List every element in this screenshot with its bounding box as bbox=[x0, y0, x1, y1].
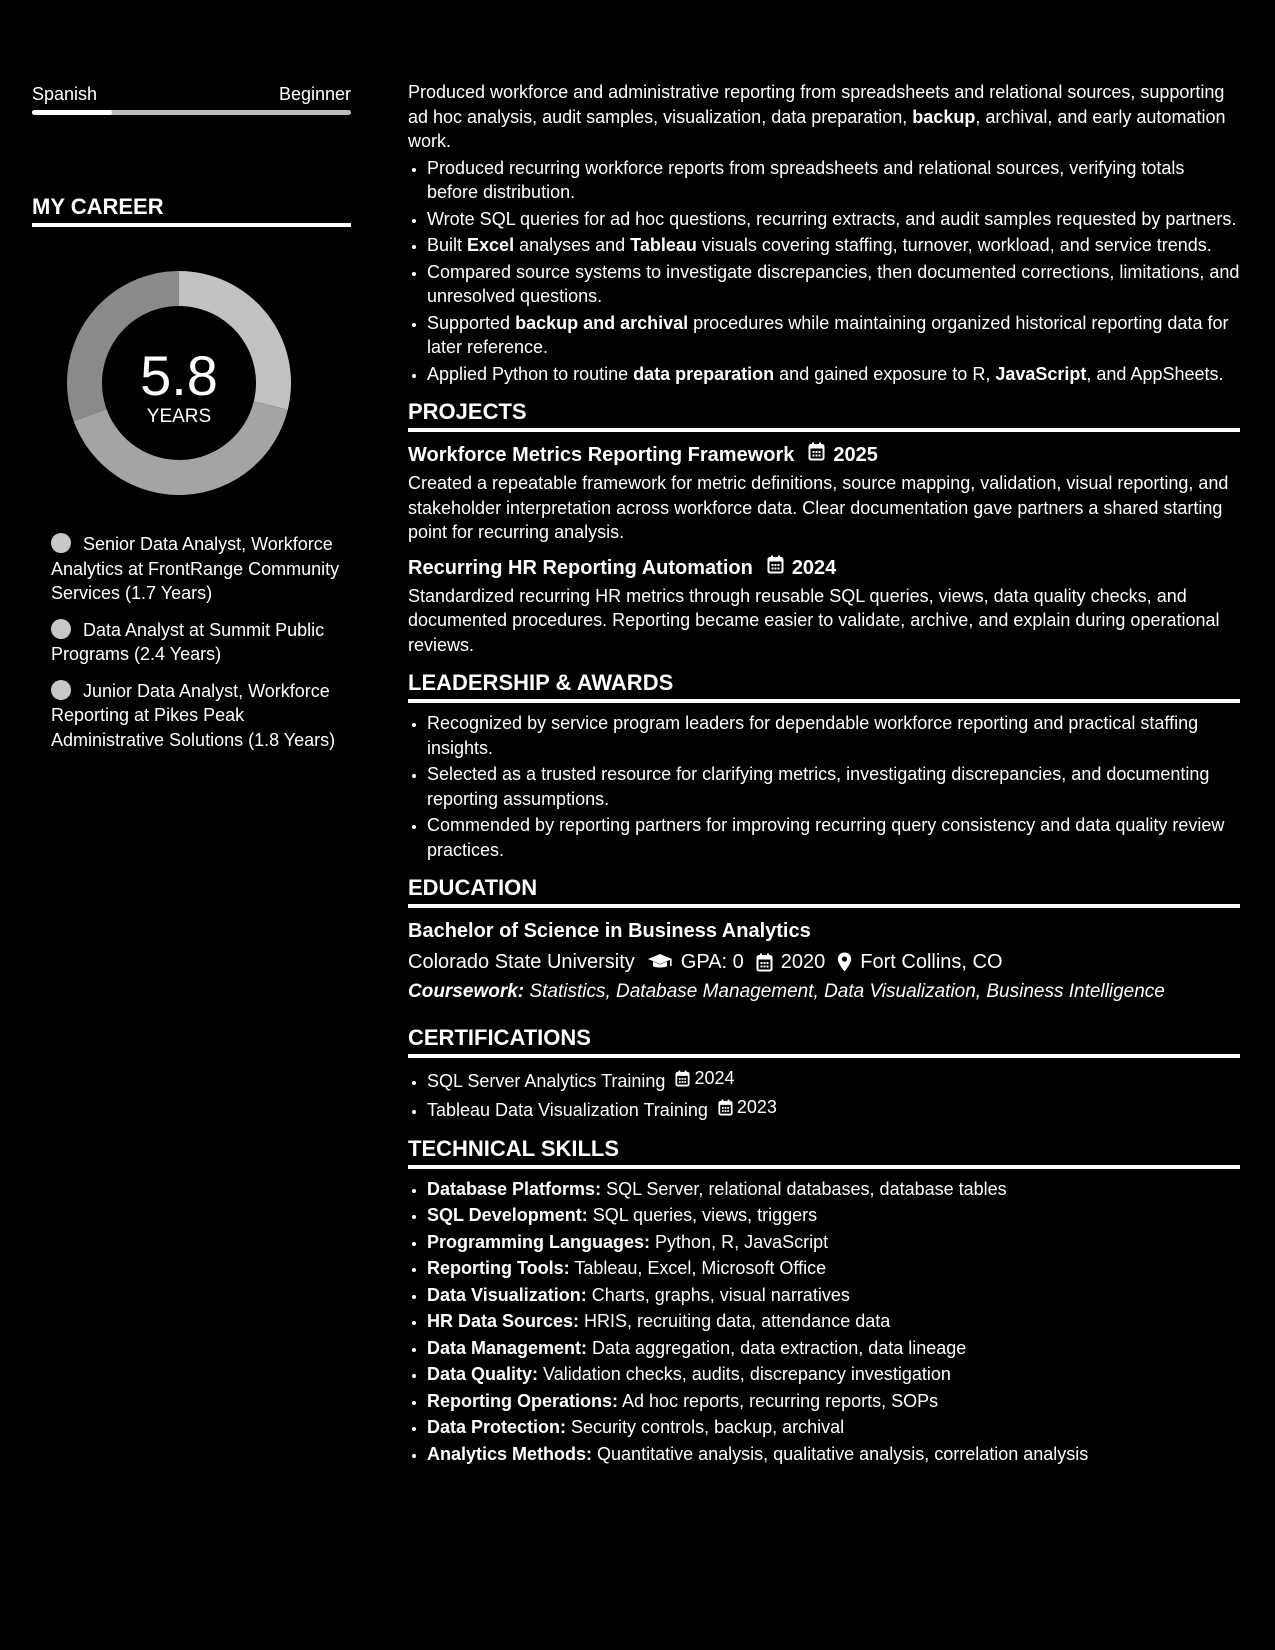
skill-value: Security controls, backup, archival bbox=[566, 1417, 845, 1437]
skill-item bbox=[427, 1283, 1240, 1308]
summary-text: Produced workforce and administrative reporting from spreadsheets and relational sources, supporting ad hoc analysis, audit samples, visualization, data preparation, bbox=[408, 82, 1225, 127]
certification-date bbox=[675, 1066, 734, 1091]
certification-item bbox=[427, 1066, 1240, 1093]
education-coursework bbox=[408, 978, 1240, 1006]
skill-value: Tableau, Excel, Microsoft Office bbox=[569, 1258, 827, 1278]
skill-label: Data Management: bbox=[427, 1337, 588, 1358]
skill-value: SQL queries, views, triggers bbox=[587, 1205, 818, 1225]
experience-bullets bbox=[408, 156, 1240, 387]
education-gpa: GPA: 0 bbox=[680, 951, 744, 973]
bullet-dot-icon bbox=[51, 619, 71, 639]
certifications-list bbox=[408, 1066, 1240, 1123]
certification-date bbox=[718, 1095, 777, 1120]
skill-value: HRIS, recruiting data, attendance data bbox=[579, 1311, 891, 1331]
project-year: 2024 bbox=[791, 556, 837, 579]
career-heading: MY CAREER bbox=[32, 193, 351, 227]
skill-item bbox=[427, 1389, 1240, 1414]
bullet-keyword: backup and archival bbox=[515, 312, 689, 333]
bullet-keyword: Tableau bbox=[630, 235, 697, 255]
education-year: 2020 bbox=[780, 951, 826, 973]
projects-title: PROJECTS bbox=[408, 398, 1240, 432]
skill-item bbox=[427, 1203, 1240, 1228]
calendar-icon bbox=[756, 953, 773, 972]
experience-bullet: • Produced recurring workforce reports from spreadsheets and relational sources, verifying totals before distribution. bbox=[427, 156, 1240, 205]
coursework-list: Statistics, Database Management, Data Visualization, Business Intelligence bbox=[524, 981, 1165, 1002]
skill-label: SQL Development: bbox=[427, 1205, 588, 1225]
language-row bbox=[32, 80, 351, 108]
experience-bullet bbox=[427, 233, 1240, 258]
skill-label: Reporting Tools: bbox=[427, 1258, 570, 1278]
skill-value: SQL Server, relational databases, database tables bbox=[601, 1178, 1007, 1199]
skill-item bbox=[427, 1256, 1240, 1281]
certification-year: 2023 bbox=[736, 1097, 777, 1118]
total-years-value: 5.8 bbox=[140, 344, 218, 407]
sidebar bbox=[32, 80, 351, 764]
leadership-item: • Selected as a trusted resource for clarifying metrics, investigating discrepancies, and documenting reporting assumptions. bbox=[427, 762, 1240, 811]
donut-center bbox=[66, 270, 292, 496]
career-item-text: Data Analyst at Summit Public Programs (2.4 Years) bbox=[51, 619, 325, 664]
bullet-dot-icon bbox=[51, 533, 71, 553]
education-meta bbox=[408, 947, 1240, 977]
location-pin-icon bbox=[837, 952, 852, 972]
leadership-item: • Recognized by service program leaders for dependable workforce reporting and practical staffing insights. bbox=[427, 711, 1240, 760]
education-location: Fort Collins, CO bbox=[860, 951, 1003, 973]
skill-item bbox=[427, 1442, 1240, 1467]
skill-item bbox=[427, 1336, 1240, 1361]
bullet-keyword: Excel bbox=[467, 235, 515, 255]
experience-summary bbox=[408, 80, 1240, 154]
experience-bullet: • Wrote SQL queries for ad hoc questions, recurring extracts, and audit samples requested by partners. bbox=[427, 207, 1240, 232]
education-school: Colorado State University bbox=[408, 951, 635, 973]
project-item bbox=[408, 442, 1240, 545]
skill-item bbox=[427, 1230, 1240, 1255]
project-header bbox=[408, 555, 1240, 581]
language-name: Spanish bbox=[32, 84, 98, 104]
project-item bbox=[408, 555, 1240, 658]
education-degree: Bachelor of Science in Business Analytics bbox=[408, 920, 811, 942]
bullet-text: procedures while maintaining organized historical reporting data for later reference. bbox=[427, 312, 1229, 357]
certification-name: Tableau Data Visualization Training bbox=[427, 1100, 708, 1120]
skill-item bbox=[427, 1362, 1240, 1387]
project-header bbox=[408, 442, 1240, 468]
bullet-keyword: data preparation bbox=[633, 363, 775, 384]
skills-list bbox=[408, 1177, 1240, 1467]
skill-label: Database Platforms: bbox=[427, 1178, 602, 1199]
project-name: Recurring HR Reporting Automation bbox=[408, 556, 753, 579]
skill-label: Data Quality: bbox=[427, 1364, 539, 1384]
bullet-text: Built bbox=[427, 235, 468, 255]
career-item-text: Junior Data Analyst, Workforce Reporting at Pikes Peak Administrative Solutions (1.8 Years) bbox=[51, 680, 336, 750]
calendar-icon bbox=[675, 1070, 690, 1087]
summary-text: , archival, and early automation work. bbox=[408, 106, 1226, 151]
career-item bbox=[51, 618, 351, 667]
project-year: 2025 bbox=[833, 444, 878, 466]
coursework-label: Coursework: bbox=[408, 981, 525, 1002]
language-level-bar bbox=[32, 110, 351, 115]
certification-item bbox=[427, 1095, 1240, 1122]
bullet-dot-icon bbox=[51, 680, 71, 700]
certification-year: 2024 bbox=[694, 1068, 735, 1088]
bullet-text: Applied Python to routine bbox=[427, 363, 634, 384]
bullet-text: , and AppSheets. bbox=[1086, 363, 1224, 384]
leadership-list bbox=[408, 711, 1240, 862]
skill-value: Python, R, JavaScript bbox=[650, 1231, 829, 1252]
project-description: Created a repeatable framework for metric definitions, source mapping, validation, visual reporting, and stakeholder interpretation across workforce data. Clear documentation gave partners a shared starting point for recurring analysis. bbox=[408, 473, 1229, 542]
skill-item bbox=[427, 1415, 1240, 1440]
leadership-item: • Commended by reporting partners for improving recurring query consistency and data quality review practices. bbox=[427, 813, 1240, 862]
skill-label: Reporting Operations: bbox=[427, 1390, 619, 1411]
skill-label: Programming Languages: bbox=[427, 1231, 651, 1252]
skill-item bbox=[427, 1177, 1240, 1202]
skill-label: HR Data Sources: bbox=[427, 1311, 580, 1331]
bullet-keyword: JavaScript bbox=[995, 363, 1087, 384]
education-title: EDUCATION bbox=[408, 874, 1240, 908]
skill-label: Analytics Methods: bbox=[427, 1443, 593, 1464]
certification-name: SQL Server Analytics Training bbox=[427, 1070, 666, 1091]
career-item bbox=[51, 679, 351, 753]
bullet-text: and gained exposure to R, bbox=[774, 363, 996, 384]
bullet-text: Supported bbox=[427, 312, 516, 333]
bullet-text: analyses and bbox=[514, 235, 631, 255]
career-donut-chart bbox=[66, 270, 292, 496]
project-description: Standardized recurring HR metrics through reusable SQL queries, views, data quality checks, and documented procedures. Reporting became easier to validate, archive, and explain during operational reviews. bbox=[408, 585, 1220, 655]
calendar-icon bbox=[767, 555, 784, 581]
calendar-icon bbox=[808, 442, 825, 468]
project-name: Workforce Metrics Reporting Framework bbox=[408, 444, 795, 466]
experience-bullet: • Compared source systems to investigate discrepancies, then documented corrections, limitations, and unresolved questions. bbox=[427, 260, 1240, 309]
career-item-text: Senior Data Analyst, Workforce Analytics at FrontRange Community Services (1.7 Years) bbox=[51, 534, 340, 603]
skill-value: Data aggregation, data extraction, data lineage bbox=[587, 1337, 967, 1358]
skill-value: Quantitative analysis, qualitative analysis, correlation analysis bbox=[592, 1443, 1089, 1464]
language-level: Beginner bbox=[278, 84, 351, 104]
main-content bbox=[408, 80, 1240, 1468]
career-list bbox=[32, 532, 351, 752]
career-item bbox=[51, 532, 351, 606]
skill-label: Data Visualization: bbox=[427, 1284, 587, 1305]
summary-keyword: backup bbox=[912, 106, 976, 127]
skill-label: Data Protection: bbox=[427, 1417, 567, 1437]
calendar-icon bbox=[718, 1099, 733, 1116]
language-level-fill bbox=[32, 110, 112, 115]
total-years-unit: YEARS bbox=[146, 406, 212, 427]
skill-value: Charts, graphs, visual narratives bbox=[586, 1284, 850, 1305]
certifications-title: CERTIFICATIONS bbox=[408, 1024, 1240, 1058]
experience-bullet bbox=[427, 362, 1240, 387]
bullet-text: visuals covering staffing, turnover, workload, and service trends. bbox=[696, 235, 1212, 255]
skill-item bbox=[427, 1309, 1240, 1334]
skill-value: Ad hoc reports, recurring reports, SOPs bbox=[618, 1390, 939, 1411]
skills-title: TECHNICAL SKILLS bbox=[408, 1135, 1240, 1169]
graduation-cap-icon bbox=[647, 953, 673, 971]
leadership-title: LEADERSHIP & AWARDS bbox=[408, 669, 1240, 703]
skill-value: Validation checks, audits, discrepancy investigation bbox=[538, 1364, 951, 1384]
experience-bullet bbox=[427, 311, 1240, 360]
